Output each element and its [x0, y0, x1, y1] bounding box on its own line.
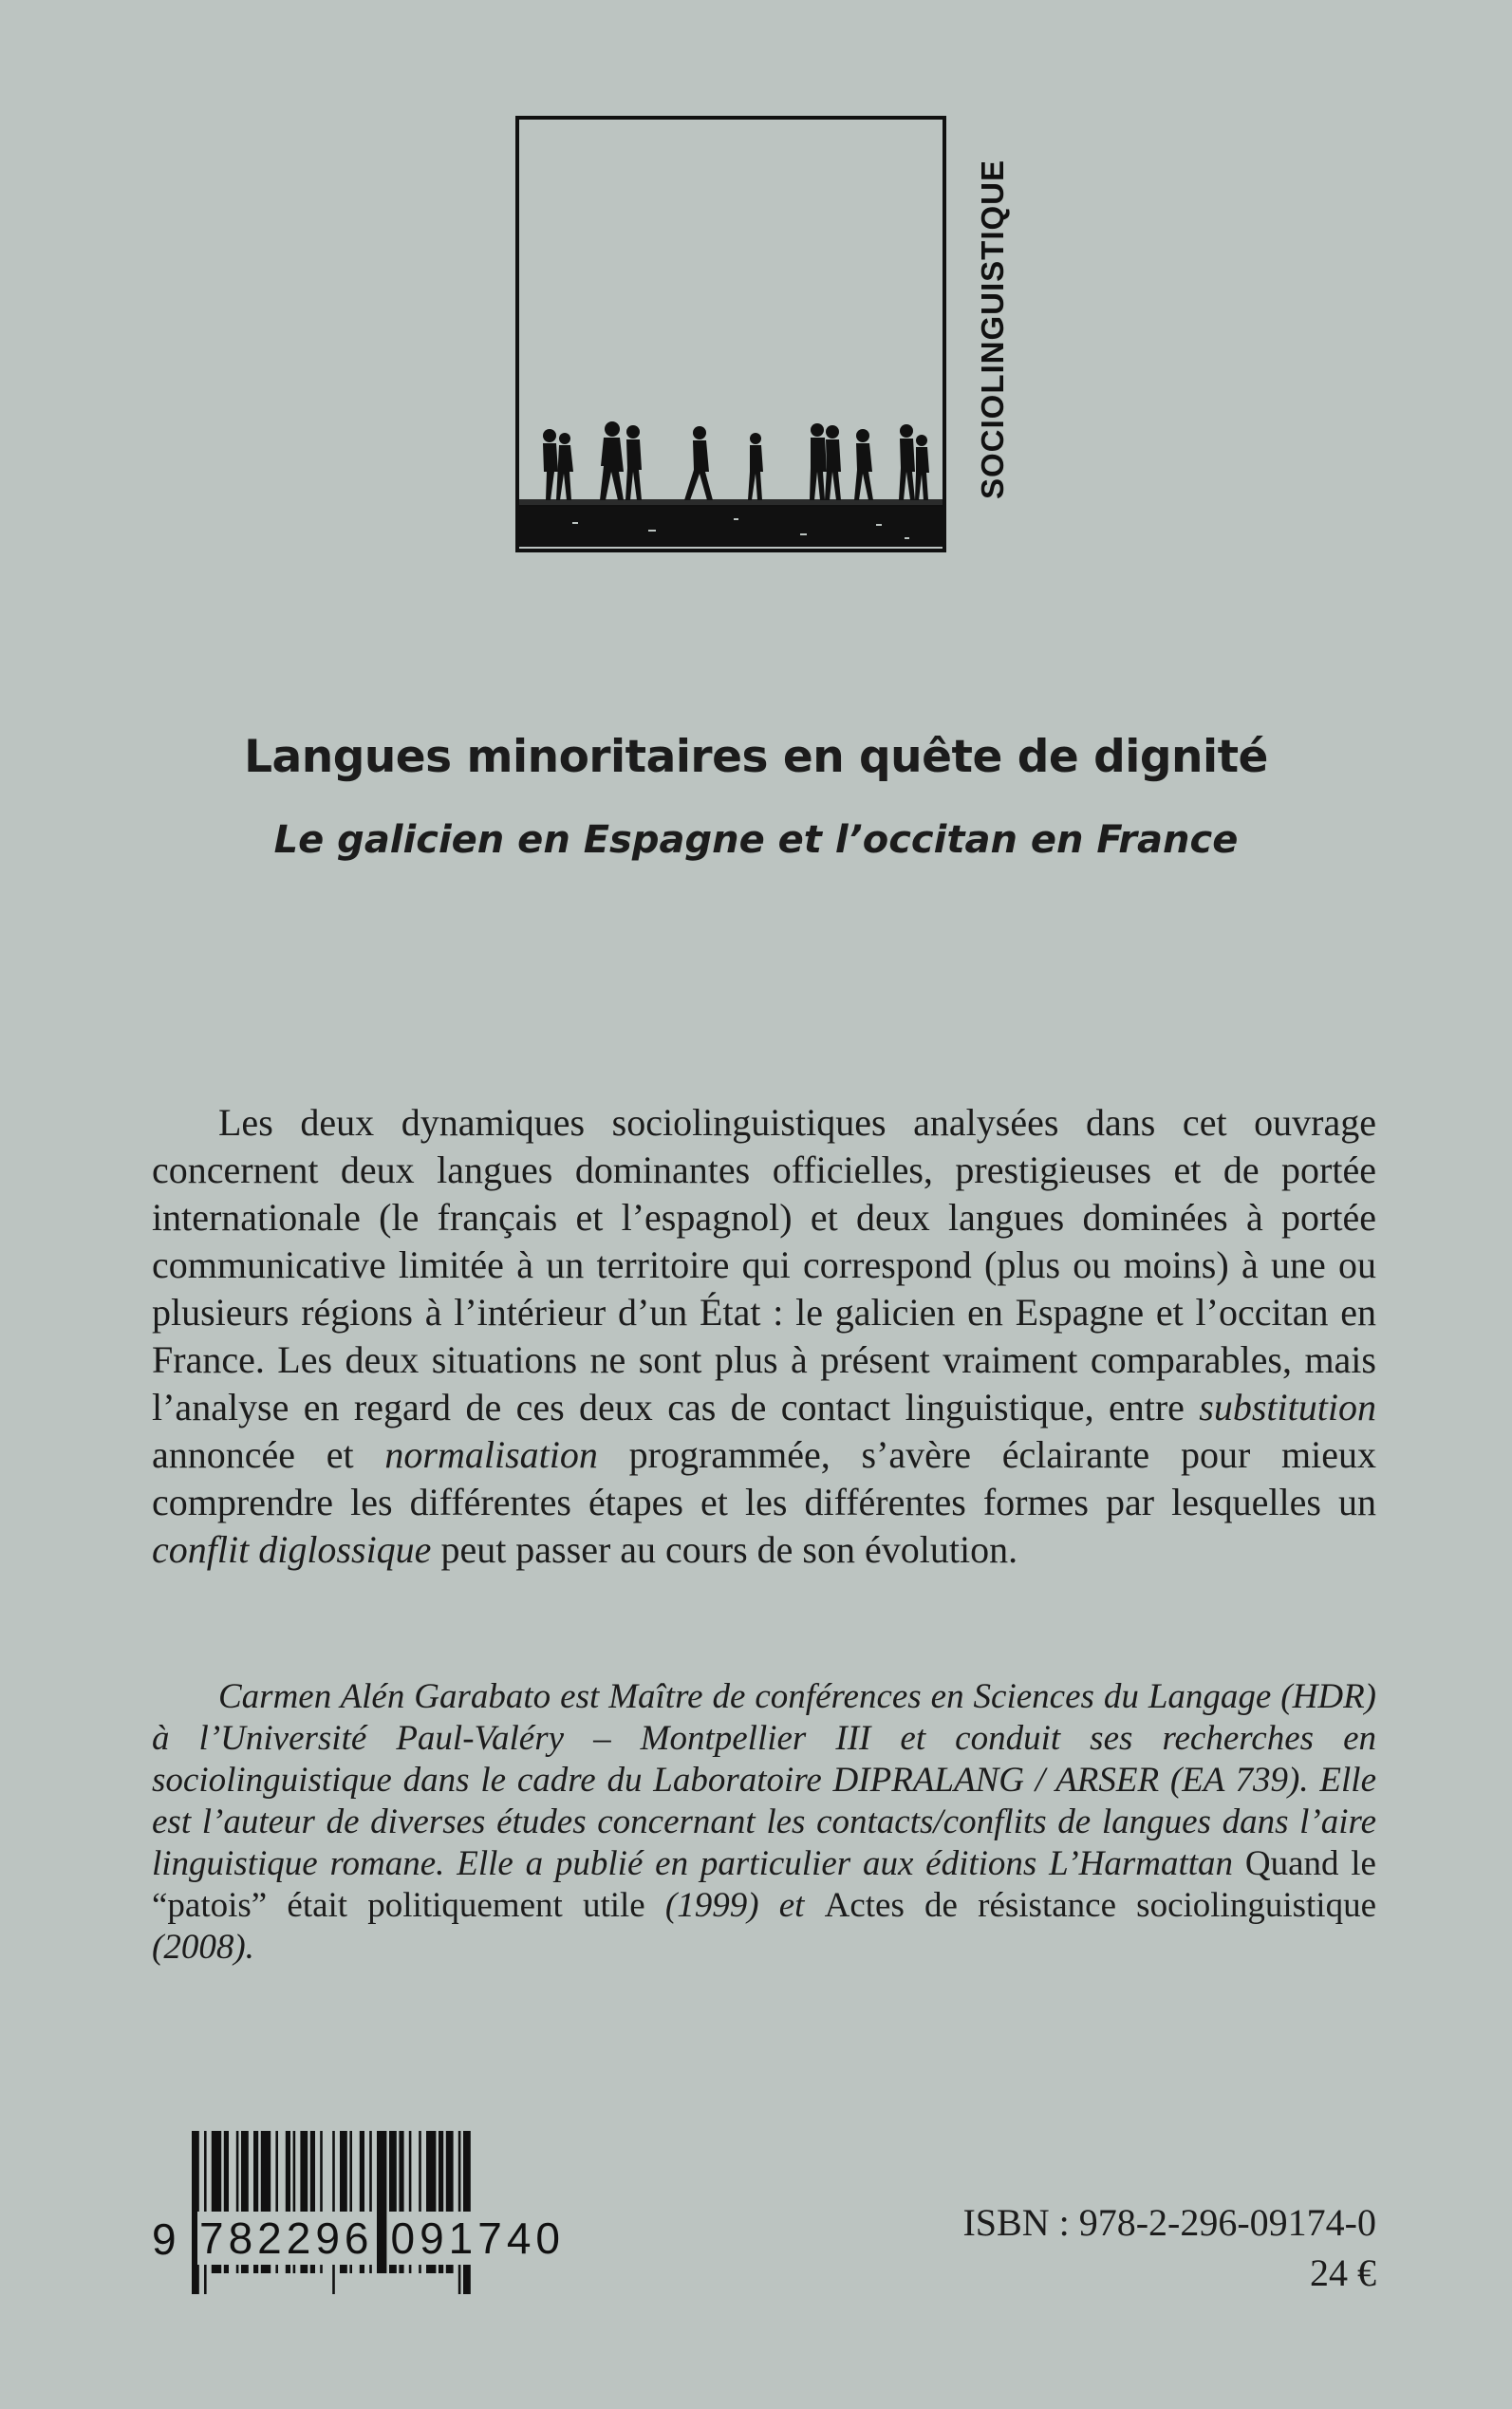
barcode-digits	[152, 2212, 588, 2265]
walking-people-illustration	[515, 116, 946, 551]
author-bio	[152, 1676, 1376, 1969]
book-title: Langues minoritaires en quête de dignité	[244, 731, 1268, 783]
series-logo	[515, 116, 946, 551]
summary-emphasis-normalisation: normalisation	[384, 1433, 598, 1476]
summary-paragraph	[152, 1099, 1376, 1574]
series-name-text: SOCIOLINGUISTIQUE	[975, 159, 1010, 500]
summary-emphasis-conflit: conflit diglossique	[152, 1528, 432, 1571]
summary-text-1: Les deux dynamiques sociolinguistiques analysées dans cet ouvrage concernent deux langues dominantes officielles, prestigieuses et de portée internationale (le français et l’espagnol) et deux langues dominées à portée communicative limitée à un territoire qui correspond (plus ou moins) à une ou plusieurs régions à l’intérieur d’un État : le galicien en Espagne et l’occitan en France. Les deux situations ne sont plus à présent vraiment comparables, mais l’analyse en regard de ces deux cas de contact linguistique, entre	[152, 1101, 1376, 1429]
bio-text-1: Carmen Alén Garabato est Maître de conférences en Sciences du Langage (HDR) à l’Université Paul-Valéry – Montpellier III et conduit ses recherches en sociolinguistique dans le cadre du Laboratoire DIPRALANG / ARSER (EA 739). Elle est l’auteur de diverses études concernant les contacts/conflits de langues dans l’aire linguistique romane. Elle a publié en particulier aux éditions L’Harmattan	[152, 1677, 1376, 1883]
bio-book-title-1: Quand le “patois” était politiquement utile	[152, 1844, 1376, 1925]
isbn-label: ISBN : 978-2-296-09174-0	[962, 2201, 1376, 2244]
barcode-lead-digit: 9	[152, 2214, 177, 2264]
price-label: 24 €	[1310, 2251, 1376, 2294]
summary-text-4: peut passer au cours de son évolution.	[431, 1528, 1018, 1571]
series-name-vertical	[974, 112, 1012, 547]
bio-book-title-2: Actes de résistance sociolinguistique	[824, 1886, 1376, 1925]
book-subtitle: Le galicien en Espagne et l’occitan en France	[273, 818, 1239, 862]
barcode-group-left: 782296	[199, 2213, 374, 2263]
summary-emphasis-substitution: substitution	[1199, 1386, 1376, 1429]
bio-year-1: (1999) et	[644, 1886, 825, 1925]
summary-text-2: annoncée et	[152, 1433, 385, 1476]
bio-year-2: (2008).	[152, 1928, 254, 1967]
barcode-group-right: 091740	[390, 2213, 565, 2263]
summary-text-3: programmée, s’avère éclairante pour mieux comprendre les différentes étapes et les différentes formes par lesquelles un	[152, 1433, 1377, 1523]
